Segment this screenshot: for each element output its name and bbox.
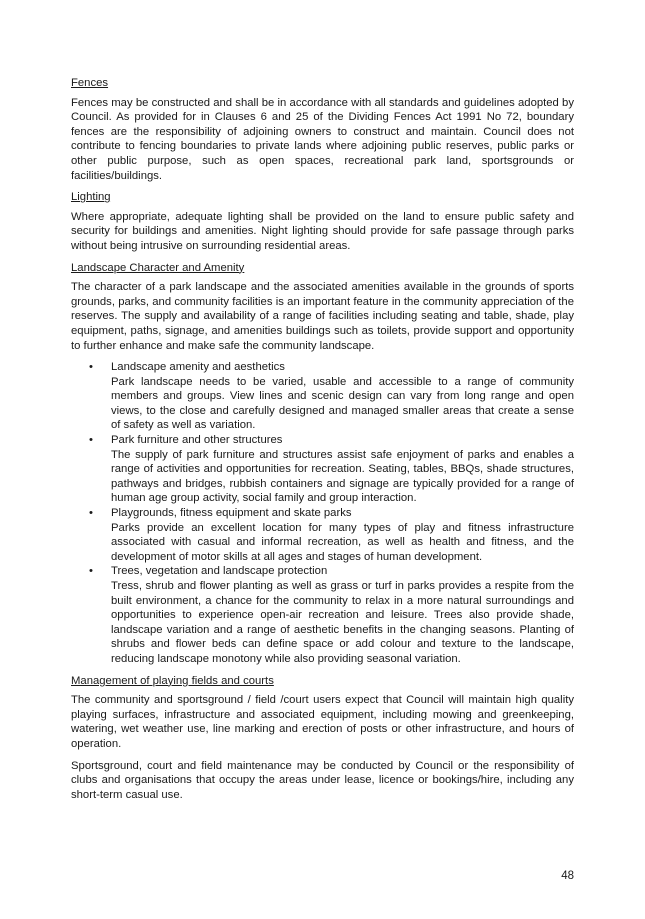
bullet-title: Park furniture and other structures bbox=[111, 434, 283, 447]
fences-paragraph: Fences may be constructed and shall be in accordance with all standards and guidelines adopted by Council. As provided for in Clauses 6 and 25 of the Dividing Fences Act 1991 No 72, boundary fences are the responsibility of adjoining owners to construct and maintain. Council does not contribute to fencing boundaries to private lands where adjoining public reserves, public parks or other public purpose, such as open spaces, recreational park land, sportsgrounds or facilities/buildings. bbox=[71, 96, 574, 182]
lighting-heading: Lighting bbox=[71, 191, 111, 204]
landscape-heading: Landscape Character and Amenity bbox=[71, 261, 245, 274]
list-item bbox=[71, 506, 574, 564]
bullet-point: • bbox=[89, 565, 93, 578]
playing-fields-paragraph-2: Sportsground, court and field maintenance may be conducted by Council or the responsibility of clubs and organisations that occupy the areas under lease, licence or bookings/hire, including any short-term casual use. bbox=[71, 759, 574, 801]
document-page bbox=[71, 76, 574, 809]
landscape-bullet-list bbox=[71, 360, 574, 666]
list-item bbox=[71, 564, 574, 666]
playing-fields-heading: Management of playing fields and courts bbox=[71, 674, 274, 687]
landscape-paragraph: The character of a park landscape and the associated amenities available in the grounds of sports grounds, parks, and community facilities is an important feature in the community appreciation of the reserves. The supply and availability of a range of facilities including seating and table, shade, play equipment, paths, signage, and amenities buildings such as toilets, provide support and opportunity to further enhance and make safe the community landscape. bbox=[71, 281, 574, 352]
bullet-title: Playgrounds, fitness equipment and skate parks bbox=[111, 507, 352, 520]
bullet-title: Landscape amenity and aesthetics bbox=[111, 361, 285, 374]
page-number: 48 bbox=[561, 870, 574, 882]
bullet-point: • bbox=[89, 434, 93, 447]
bullet-title: Trees, vegetation and landscape protection bbox=[111, 565, 328, 578]
bullet-body: Parks provide an excellent location for many types of play and fitness infrastructure associated with casual and informal recreation, as well as health and fitness, and the development of motor skills at all ages and stages of human development. bbox=[111, 521, 574, 563]
lighting-paragraph: Where appropriate, adequate lighting shall be provided on the land to ensure public safety and security for buildings and amenities. Night lighting should provide for safe passage through parks without being intrusive on surrounding residential areas. bbox=[71, 210, 574, 252]
playing-fields-paragraph-1: The community and sportsground / field /court users expect that Council will maintain high quality playing surfaces, infrastructure and associated equipment, including mowing and greenkeeping, watering, wet weather use, line marking and erection of posts or other infrastructure, and hours of operation. bbox=[71, 694, 574, 750]
bullet-point: • bbox=[89, 361, 93, 374]
fences-heading: Fences bbox=[71, 77, 109, 89]
bullet-body: The supply of park furniture and structures assist safe enjoyment of parks and enables a range of activities and opportunities for recreation. Seating, tables, BBQs, shade structures, pathways and bridges, rubbish containers and signage are typically provided for a range of human age group activity, social family and group interaction. bbox=[111, 448, 574, 505]
bullet-point: • bbox=[89, 507, 93, 520]
list-item bbox=[71, 433, 574, 506]
list-item bbox=[71, 360, 574, 433]
bullet-body: Park landscape needs to be varied, usable and accessible to a range of community members and groups. View lines and scenic design can vary from long range and open views, to the close and carefully designed and managed smaller areas that create a sense of safety as well as variation. bbox=[111, 375, 574, 432]
bullet-body: Tress, shrub and flower planting as well as grass or turf in parks provides a respite from the built environment, a chance for the community to relax in a more natural surroundings and opportunities to experience open-air recreation and leisure. Trees also provide shade, landscape variation and a range of aesthetic benefits in the changing seasons. Planting of shrubs and flower beds can define space or add colour and texture to the landscape, reducing landscape monotony while also providing seasonal variation. bbox=[111, 580, 574, 665]
